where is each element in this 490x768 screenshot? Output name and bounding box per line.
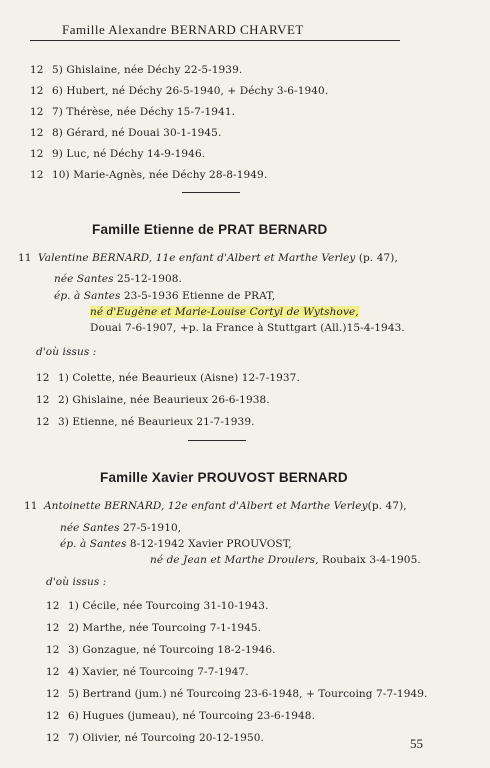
spouse-parents-line (90, 306, 359, 318)
issue-label-text: d'où issus : (46, 576, 107, 588)
page-number: 55 (410, 736, 423, 751)
entry-text: 4) Xavier, né Tourcoing 7-7-1947. (68, 666, 249, 678)
entry-text: 10) Marie-Agnès, née Déchy 28-8-1949. (52, 169, 268, 181)
entry-text: 3) Etienne, né Beaurieux 21-7-1939. (58, 416, 255, 428)
page-reference: (p. 47), (355, 252, 398, 264)
generation-number: 12 (30, 64, 44, 76)
birth-date: 25-12-1908. (113, 273, 182, 285)
generation-number: 12 (36, 394, 50, 406)
marriage-text: 8-12-1942 Xavier PROUVOST, (126, 538, 292, 550)
generation-number: 12 (46, 688, 60, 700)
list-item (36, 416, 255, 428)
generation-number: 12 (30, 85, 44, 97)
birth-label: née Santes (60, 522, 120, 534)
marriage-line (54, 290, 275, 302)
list-item (30, 148, 205, 160)
issue-label (36, 346, 96, 358)
entry-text: 8) Gérard, né Douai 30-1-1945. (52, 127, 222, 139)
marriage-label: ép. à Santes (60, 538, 127, 550)
generation-number: 12 (46, 666, 60, 678)
list-item (30, 106, 235, 118)
generation-number: 12 (30, 169, 44, 181)
list-item (46, 644, 276, 656)
generation-number: 12 (30, 148, 44, 160)
entry-text: 2) Ghislaine, née Beaurieux 26-6-1938. (58, 394, 270, 406)
person-line (24, 500, 407, 512)
issue-label (46, 576, 106, 588)
entry-text: 1) Colette, née Beaurieux (Aisne) 12-7-1937. (58, 372, 300, 384)
marriage-text: 23-5-1936 Etienne de PRAT, (120, 290, 276, 302)
highlighted-text: né d'Eugène et Marie-Louise Cortyl de Wytshove, (90, 306, 359, 318)
birth-label: née Santes (54, 273, 114, 285)
spouse-parents: né de Jean et Marthe Droulers, (150, 554, 319, 566)
person-description: 11e enfant d'Albert et Marthe Verley (152, 252, 356, 264)
person-name: Antoinette BERNARD, (44, 500, 165, 512)
list-item (30, 64, 242, 76)
person-line (18, 252, 398, 264)
entry-text: 9) Luc, né Déchy 14-9-1946. (52, 148, 206, 160)
birth-date: 27-5-1910, (119, 522, 182, 534)
generation-number: 12 (46, 622, 60, 634)
generation-number: 11 (24, 500, 38, 512)
list-item (36, 394, 270, 406)
marriage-label: ép. à Santes (54, 290, 121, 302)
list-item (46, 666, 249, 678)
running-head: Famille Alexandre BERNARD CHARVET (62, 22, 304, 37)
spouse-birth: Roubaix 3-4-1905. (318, 554, 421, 566)
list-item (46, 710, 315, 722)
generation-number: 12 (46, 644, 60, 656)
page-reference: (p. 47), (367, 500, 407, 512)
generation-number: 11 (18, 252, 32, 264)
list-item (30, 169, 267, 181)
person-name: Valentine BERNARD, (38, 252, 153, 264)
generation-number: 12 (46, 710, 60, 722)
birth-line (54, 273, 182, 285)
header-rule (30, 40, 400, 41)
list-item (30, 127, 221, 139)
spouse-line (150, 554, 421, 566)
entry-text: 7) Thérèse, née Déchy 15-7-1941. (52, 106, 236, 118)
entry-text: 5) Ghislaine, née Déchy 22-5-1939. (52, 64, 243, 76)
birth-line (60, 522, 181, 534)
list-item (46, 622, 261, 634)
entry-text: 1) Cécile, née Tourcoing 31-10-1943. (68, 600, 269, 612)
family-title: Famille Xavier PROUVOST BERNARD (100, 470, 348, 485)
marriage-line (60, 538, 292, 550)
list-item (46, 688, 427, 700)
generation-number: 12 (36, 372, 50, 384)
spouse-birth: Douai 7-6-1907, +p. la France à Stuttgart (All.)15-4-1943. (90, 322, 405, 334)
entry-text: 5) Bertrand (jum.) né Tourcoing 23-6-1948, + Tourcoing 7-7-1949. (68, 688, 428, 700)
entry-text: 3) Gonzague, né Tourcoing 18-2-1946. (68, 644, 276, 656)
list-item (46, 600, 269, 612)
generation-number: 12 (36, 416, 50, 428)
entry-text: 2) Marthe, née Tourcoing 7-1-1945. (68, 622, 262, 634)
list-item (36, 372, 300, 384)
list-item (46, 732, 264, 744)
list-item (30, 85, 328, 97)
section-divider (188, 440, 246, 441)
spouse-birth-line (90, 322, 405, 334)
generation-number: 12 (30, 106, 44, 118)
family-title: Famille Etienne de PRAT BERNARD (92, 222, 328, 237)
person-description: 12e enfant d'Albert et Marthe Verley (164, 500, 368, 512)
entry-text: 6) Hubert, né Déchy 26-5-1940, + Déchy 3-6-1940. (52, 85, 329, 97)
generation-number: 12 (30, 127, 44, 139)
entry-text: 6) Hugues (jumeau), né Tourcoing 23-6-1948. (68, 710, 316, 722)
generation-number: 12 (46, 732, 60, 744)
generation-number: 12 (46, 600, 60, 612)
entry-text: 7) Olivier, né Tourcoing 20-12-1950. (68, 732, 264, 744)
issue-label-text: d'où issus : (36, 346, 97, 358)
section-divider (182, 192, 240, 193)
